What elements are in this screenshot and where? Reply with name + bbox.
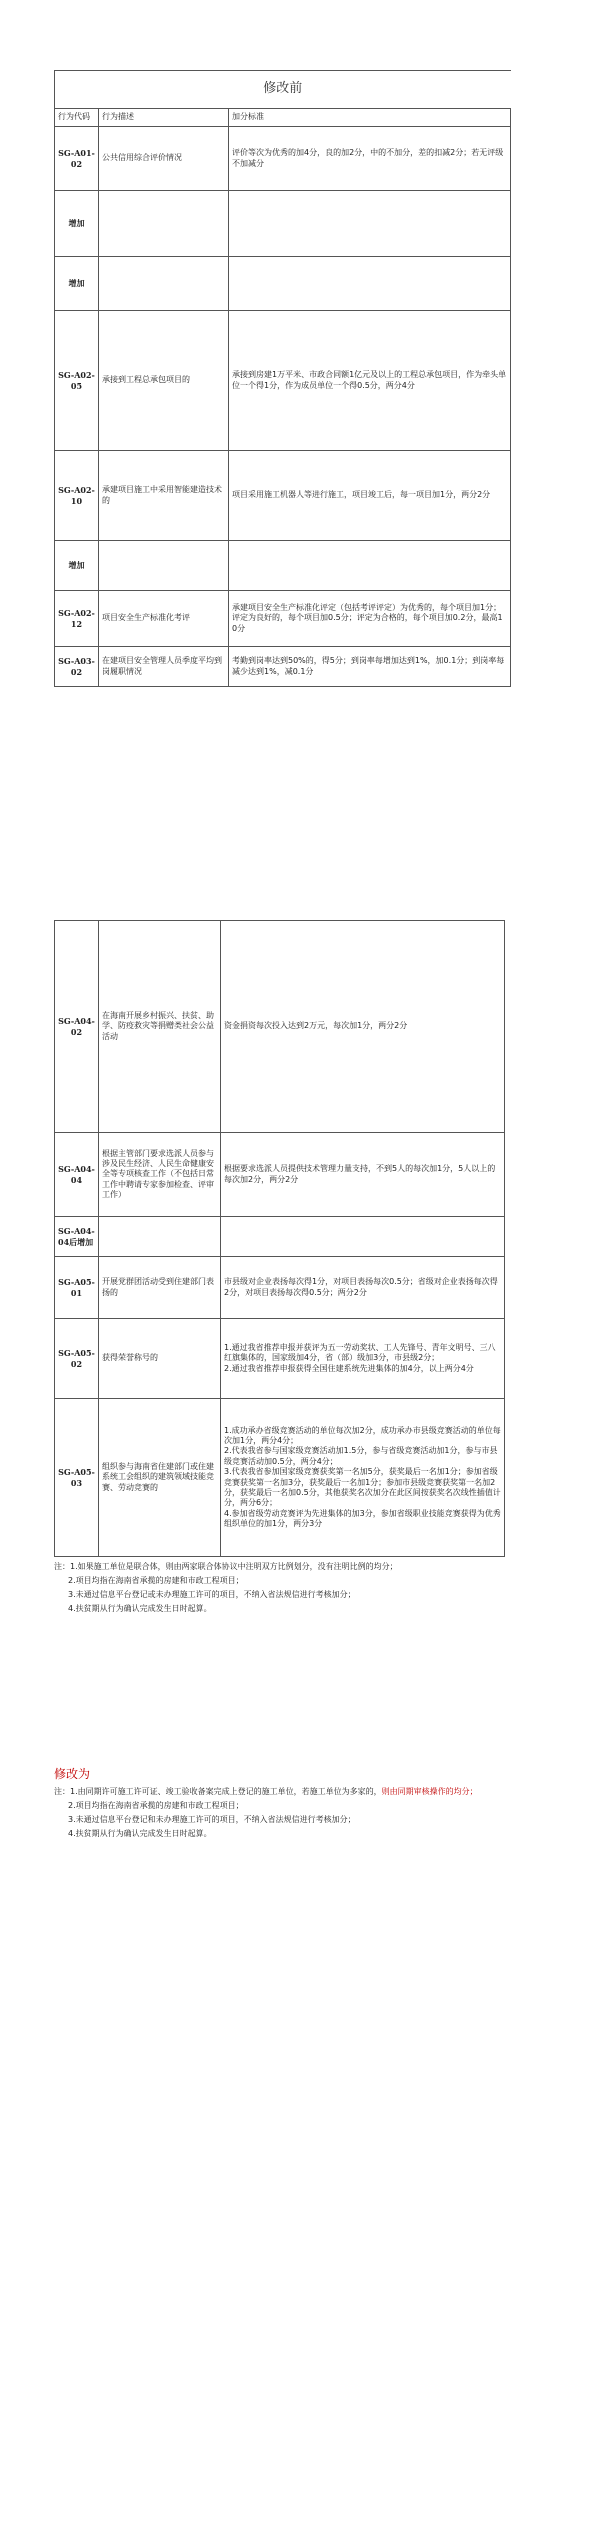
- row-std: 1.成功承办省级竞赛活动的单位每次加2分，成功承办市县级竞赛活动的单位每次加1分，两分4分； 2.代表我省参与国家级竞赛活动加1.5分，参与省级竞赛活动加1分，参与市县级竞赛活动加0.5分，两分4分； 3.代表我省参加国家级竞赛获奖第一名加5分，获奖最后一名加1分；参加省级竞赛获奖第一名加3分，获奖最后一名加1分；参加市县级竞赛获奖第一名加2分，获奖最后一名加0.5分，其他获奖名次加分在此区间按获奖名次线性插值计分，两分6分； 4.参加省级劳动竞赛评为先进集体的加3分，参加省级职业技能竞赛获得为优秀组织单位的加1分，两分3分: [221, 1399, 505, 1557]
- row-code: 增加: [55, 257, 99, 311]
- row-std: [229, 257, 511, 311]
- table-row: [55, 1257, 505, 1319]
- row-code: SG-A04-04后增加: [55, 1217, 99, 1257]
- note-line: 注：1.如果施工单位是联合体，则由两家联合体协议中注明双方比例划分，没有注明比例的均分；: [54, 1562, 398, 1571]
- row-code: SG-A02-10: [55, 451, 99, 541]
- table-row: [55, 921, 505, 1133]
- after-title: 修改为: [54, 1767, 91, 1781]
- row-desc: 承建项目施工中采用智能建造技术的: [99, 451, 229, 541]
- row-std: 1.通过我省推荐申报并获评为五一劳动奖状、工人先锋号、青年文明号、三八红旗集体的，国家级加4分，省（部）级加3分，市县级2分； 2.通过我省推荐申报获得全国住建系统先进集体的加4分，以上两分4分: [221, 1319, 505, 1399]
- row-code: SG-A02-05: [55, 311, 99, 451]
- header-std: 加分标准: [229, 109, 511, 127]
- row-code: SG-A03-02: [55, 647, 99, 687]
- row-desc: [99, 1217, 221, 1257]
- table-row: [55, 191, 511, 257]
- table-row: [55, 647, 511, 687]
- row-desc: [99, 191, 229, 257]
- row-code: SG-A05-02: [55, 1319, 99, 1399]
- row-std: 项目采用施工机器人等进行施工，项目竣工后，每一项目加1分，两分2分: [229, 451, 511, 541]
- table-row: [55, 591, 511, 647]
- header-desc: 行为描述: [99, 109, 229, 127]
- row-desc: 开展党群团活动受到住建部门表扬的: [99, 1257, 221, 1319]
- row-std: 考勤到岗率达到50%的，得5分；到岗率每增加达到1%，加0.1分；到岗率每减少达到1%，减0.1分: [229, 647, 511, 687]
- row-code: 增加: [55, 191, 99, 257]
- table-row: [55, 1217, 505, 1257]
- row-code: SG-A05-03: [55, 1399, 99, 1557]
- row-desc: 根据主管部门要求选派人员参与涉及民生经济、人民生命健康安全等专项核查工作（不包括日常工作中聘请专家参加检查、评审工作）: [99, 1133, 221, 1217]
- row-desc: [99, 541, 229, 591]
- table-row: [55, 257, 511, 311]
- row-std: 承建项目安全生产标准化评定（包括考评评定）为优秀的，每个项目加1分；评定为良好的，每个项目加0.5分；评定为合格的，每个项目加0.2分，最高10分: [229, 591, 511, 647]
- note-line: 2.项目均指在海南省承揽的房建和市政工程项目；: [68, 1801, 244, 1810]
- row-std: 资金捐资每次投入达到2万元，每次加1分，两分2分: [221, 921, 505, 1133]
- note-line: 3.未通过信息平台登记和未办理施工许可的项目，不纳入省法规信进行考核加分；: [68, 1815, 356, 1824]
- row-code: SG-A04-02: [55, 921, 99, 1133]
- before-table-continued: [54, 920, 505, 1557]
- row-code: 增加: [55, 541, 99, 591]
- row-std: [229, 541, 511, 591]
- row-code: SG-A01-02: [55, 127, 99, 191]
- after-note1-prefix: 注：1.由同期许可施工许可证、竣工验收备案完成上登记的施工单位，若施工单位为多家的，: [54, 1787, 382, 1796]
- table-row: [55, 541, 511, 591]
- table-row: [55, 311, 511, 451]
- table-row: [55, 1319, 505, 1399]
- row-std: 根据要求选派人员提供技术管理力量支持，不到5人的每次加1分，5人以上的每次加2分，两分2分: [221, 1133, 505, 1217]
- row-desc: 承接到工程总承包项目的: [99, 311, 229, 451]
- row-std: [221, 1217, 505, 1257]
- before-table: [54, 70, 511, 687]
- row-std: 承接到房建1万平米、市政合同额1亿元及以上的工程总承包项目，作为牵头单位一个得1分，作为成员单位一个得0.5分，两分4分: [229, 311, 511, 451]
- row-code: SG-A05-01: [55, 1257, 99, 1319]
- note-line: 3.未通过信息平台登记或未办理施工许可的项目，不纳入省法规信进行考核加分；: [68, 1590, 356, 1599]
- after-note1-red: 则由同期审核操作的均分；: [381, 1787, 478, 1796]
- row-std: [229, 191, 511, 257]
- before-notes: [54, 1560, 398, 1616]
- note-line: 2.项目均指在海南省承揽的房建和市政工程项目；: [68, 1576, 244, 1585]
- note-line: 4.扶贫期从行为确认完成发生日时起算。: [68, 1829, 212, 1838]
- header-code: 行为代码: [55, 109, 99, 127]
- table-row: [55, 451, 511, 541]
- table-row: [55, 1133, 505, 1217]
- note-line: 4.扶贫期从行为确认完成发生日时起算。: [68, 1604, 212, 1613]
- row-desc: 项目安全生产标准化考评: [99, 591, 229, 647]
- row-desc: 在海南开展乡村振兴、扶贫、助学、防疫救灾等捐赠类社会公益活动: [99, 921, 221, 1133]
- row-desc: [99, 257, 229, 311]
- row-desc: 在建项目安全管理人员季度平均到岗履职情况: [99, 647, 229, 687]
- row-code: SG-A02-12: [55, 591, 99, 647]
- before-title: 修改前: [55, 71, 511, 109]
- table-row: [55, 1399, 505, 1557]
- row-desc: 获得荣誉称号的: [99, 1319, 221, 1399]
- after-notes: [54, 1785, 478, 1841]
- row-code: SG-A04-04: [55, 1133, 99, 1217]
- row-desc: 公共信用综合评价情况: [99, 127, 229, 191]
- row-std: 评价等次为优秀的加4分，良的加2分，中的不加分，差的扣减2分；若无评级不加减分: [229, 127, 511, 191]
- table-row: [55, 127, 511, 191]
- row-desc: 组织参与海南省住建部门或住建系统工会组织的建筑领域技能竞赛、劳动竞赛的: [99, 1399, 221, 1557]
- row-std: 市县级对企业表扬每次得1分，对项目表扬每次0.5分；省级对企业表扬每次得2分，对项目表扬每次得0.5分；两分2分: [221, 1257, 505, 1319]
